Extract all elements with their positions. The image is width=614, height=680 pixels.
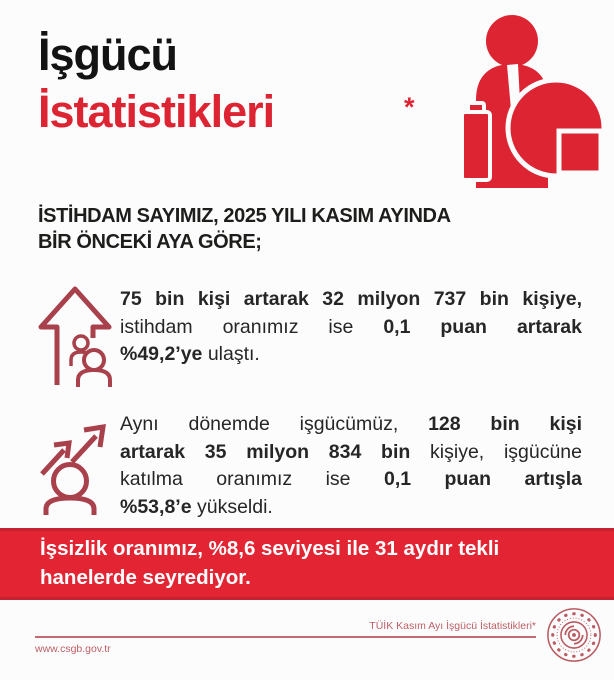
stat-line xyxy=(120,314,582,342)
banner-line-2: hanelerde seyrediyor. xyxy=(40,565,251,589)
person-rising-arrows-icon xyxy=(34,409,114,520)
title-line-1: İşgücü xyxy=(38,29,178,80)
text-segment: 75 bin kişi artarak 32 milyon 737 bin kişiye, xyxy=(120,288,582,310)
page-title xyxy=(38,26,274,140)
stat-line xyxy=(120,411,582,439)
text-segment: artarak 35 milyon 834 bin xyxy=(120,440,431,463)
text-segment: kişiye, işgücüne xyxy=(430,440,582,463)
intro-heading xyxy=(38,203,451,255)
title-line-2: İstatistikleri xyxy=(38,86,275,137)
stat-line xyxy=(120,439,582,467)
stat-line xyxy=(120,466,582,494)
text-segment: yükseldi. xyxy=(191,495,273,518)
intro-line-2: BİR ÖNCEKİ AYA GÖRE; xyxy=(38,231,262,253)
text-segment: %53,8’e xyxy=(120,495,192,518)
intro-line-1: İSTİHDAM SAYIMIZ, 2025 YILI KASIM AYINDA xyxy=(38,205,451,227)
text-segment: %49,2’ye xyxy=(120,343,203,365)
person-with-pie-chart-icon xyxy=(452,8,604,193)
banner-line-1: İşsizlik oranımız, %8,6 seviyesi ile 31 aydır tekli xyxy=(40,537,500,560)
stat-line xyxy=(120,341,582,369)
text-segment: 0,1 puan artarak xyxy=(383,315,582,338)
growth-arrow-people-icon xyxy=(33,281,117,392)
text-segment: istihdam oranımız ise xyxy=(120,315,384,338)
title-asterisk: * xyxy=(404,92,415,122)
ministry-seal-logo xyxy=(545,605,603,670)
unemployment-banner xyxy=(0,528,614,600)
stat-line xyxy=(120,494,582,522)
employment-stat-text xyxy=(120,286,582,369)
footer-divider xyxy=(35,636,536,638)
stat-line xyxy=(120,286,582,314)
text-segment: ulaştı. xyxy=(202,343,260,365)
source-note: TÜİK Kasım Ayı İşgücü İstatistikleri* xyxy=(369,620,536,632)
text-segment: 128 bin kişi xyxy=(428,413,582,435)
labor-force-stat-text xyxy=(120,411,582,521)
text-segment: Aynı dönemde işgücümüz, xyxy=(120,413,429,435)
website-url: www.csgb.gov.tr xyxy=(35,643,111,655)
text-segment: katılma oranımız ise xyxy=(120,468,384,490)
text-segment: 0,1 puan artışla xyxy=(383,468,582,490)
